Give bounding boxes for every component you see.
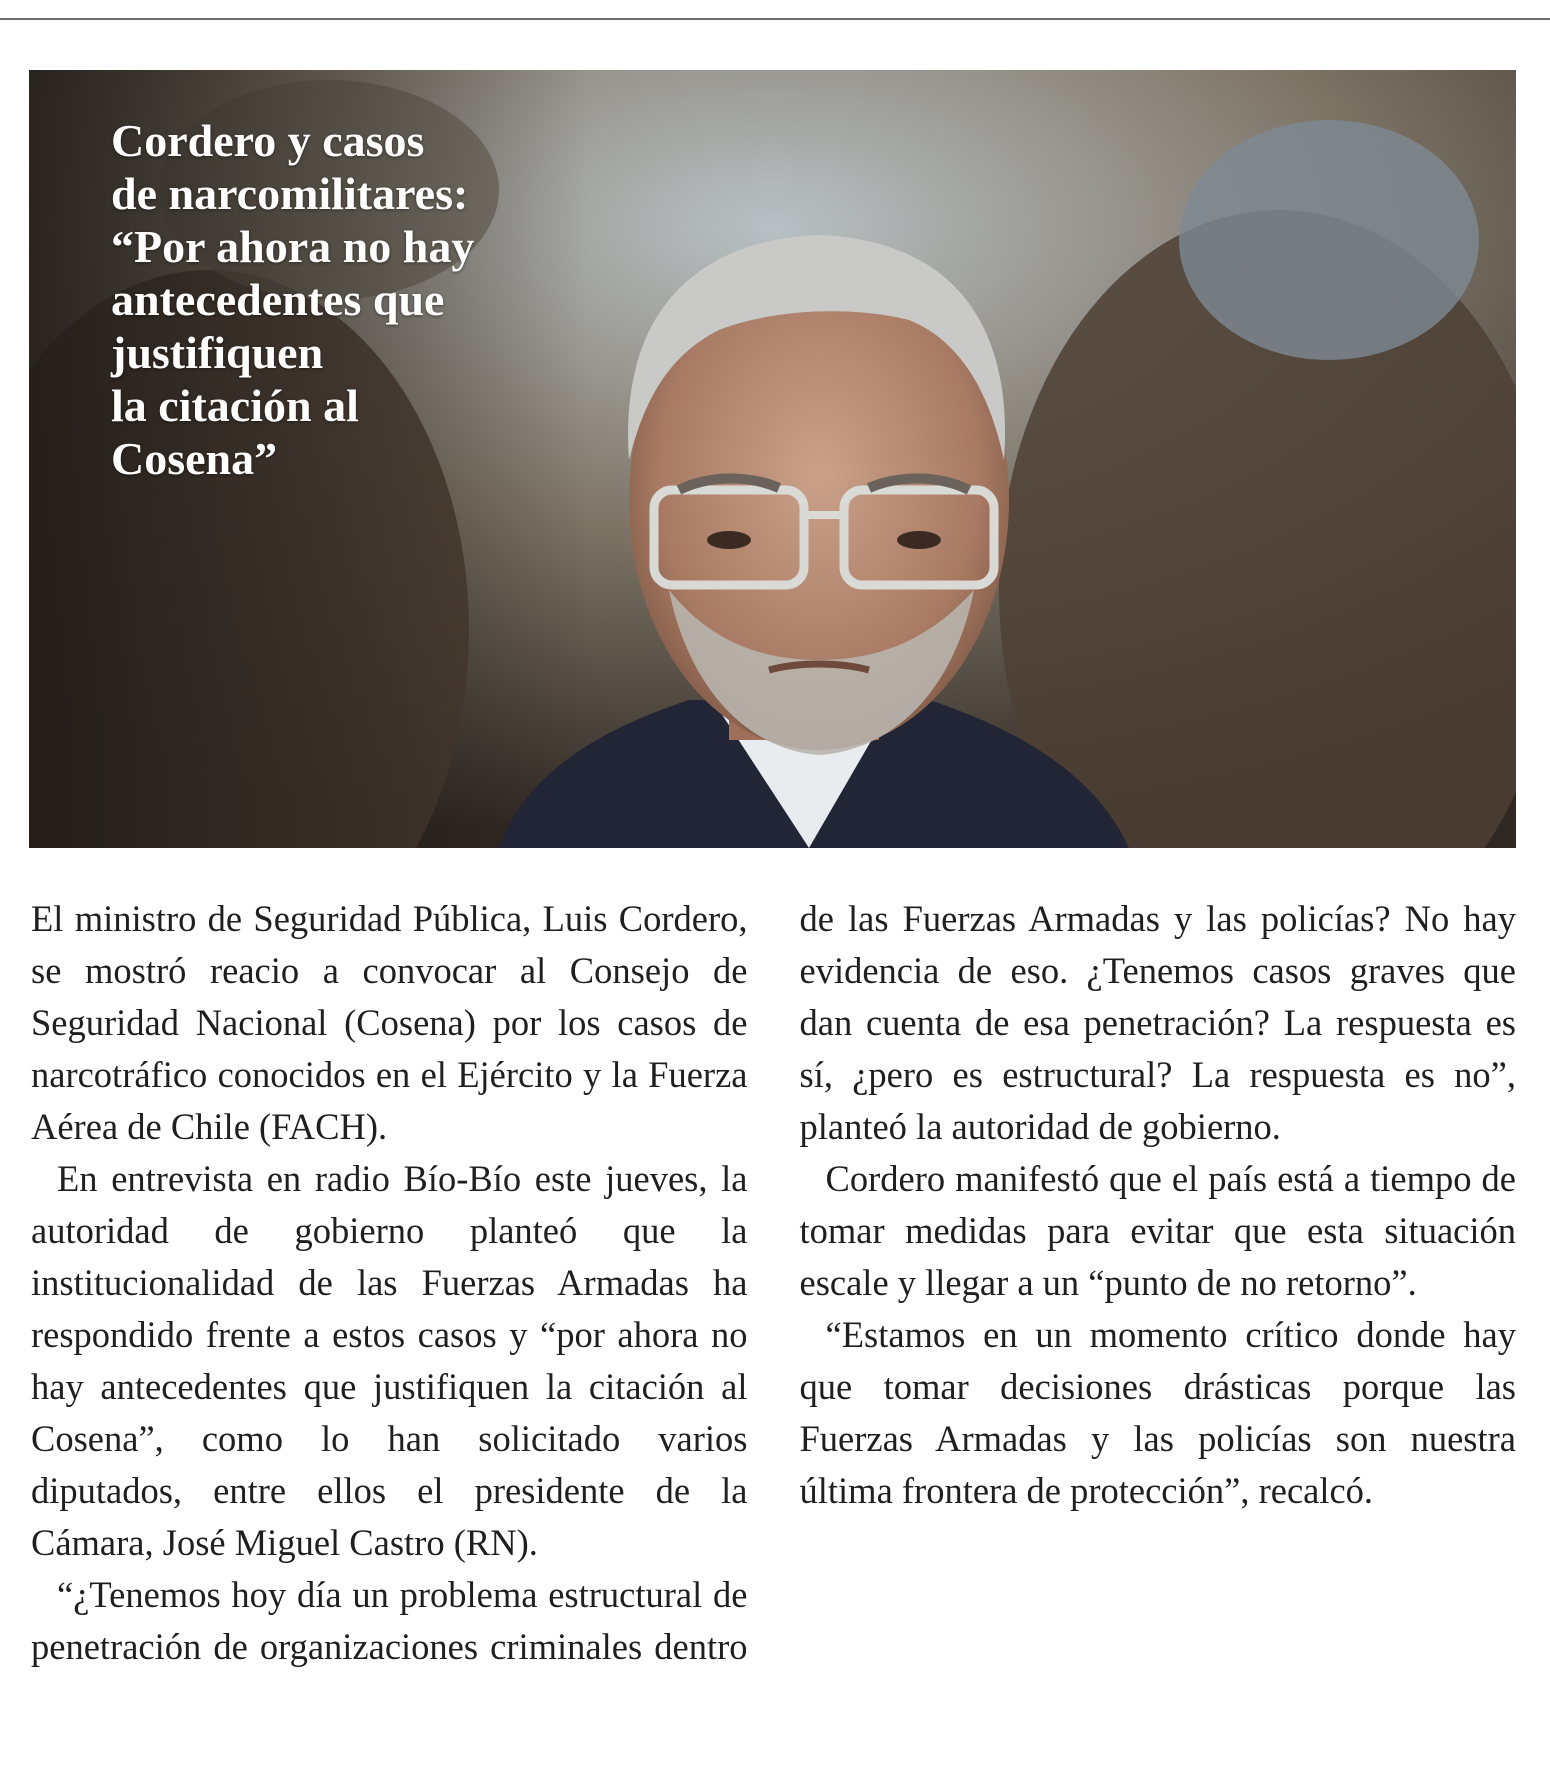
headline-line: de narcomilitares: (111, 168, 469, 219)
headline-line: antecedentes que (111, 274, 445, 325)
top-rule (0, 18, 1550, 20)
article-paragraph: En entrevista en radio Bío-Bío este jueves, la autoridad de gobierno planteó que la institucionalidad de las Fuerzas Armadas ha respondido frente a estos casos y “por ahora no hay antecedentes que justifiquen la citación al Cosena”, como lo han solicitado varios diputados, entre ellos el presidente de la Cámara, José Miguel Castro (RN). (31, 1158, 748, 1563)
headline-line: “Por ahora no hay (111, 221, 475, 272)
headline-line: Cosena” (111, 433, 278, 484)
headline-line: Cordero y casos (111, 115, 425, 166)
article-paragraph: “Estamos en un momento crítico donde hay que tomar decisiones drásticas porque las Fuerzas Armadas y las policías son nuestra última frontera de protección”, recalcó. (799, 1314, 1516, 1511)
article-body (31, 893, 1516, 1723)
article-paragraph: El ministro de Seguridad Pública, Luis Cordero, se mostró reacio a convocar al Consejo de Seguridad Nacional (Cosena) por los casos de narcotráfico conocidos en el Ejército y la Fuerza Aérea de Chile (FACH). (31, 898, 748, 1147)
headline (111, 114, 581, 485)
headline-line: la citación al (111, 380, 359, 431)
headline-line: justifiquen (111, 327, 324, 378)
article-paragraph: Cordero manifestó que el país está a tiempo de tomar medidas para evitar que esta situación escale y llegar a un “punto de no retorno”. (799, 1158, 1516, 1303)
article-paragraph: “¿Tenemos hoy día un problema estructural de penetración de organizaciones criminales dentro de las Fuerzas Armadas y las policías? No hay evidencia de eso. ¿Tenemos casos graves que dan cuenta de esa penetración? La respuesta es sí, ¿pero es estructural? La respuesta es no”, planteó la autoridad de gobierno. (31, 898, 1516, 1667)
news-photo (29, 70, 1516, 848)
